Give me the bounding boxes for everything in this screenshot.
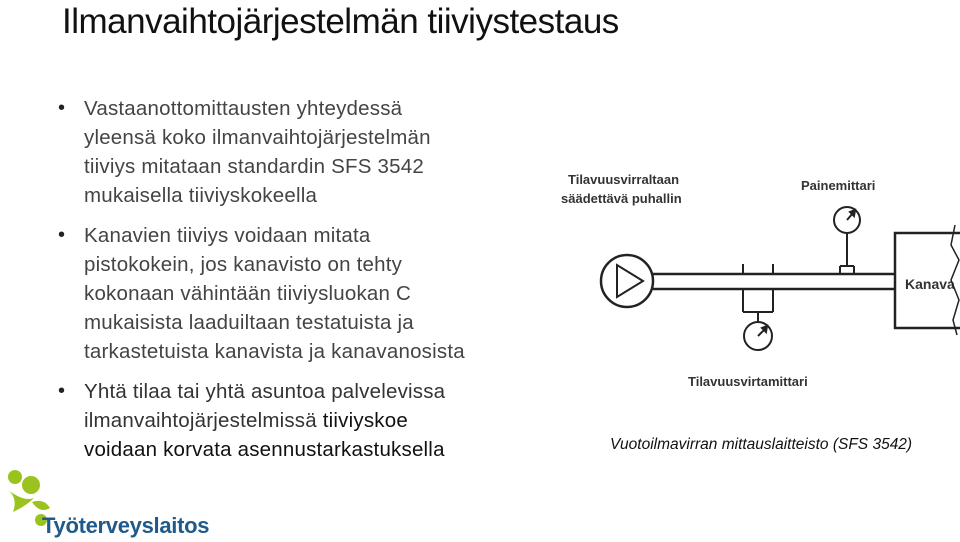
orifice-icon [743,264,773,322]
bullet-item [58,94,538,210]
bullet-text [84,377,445,464]
bullet-list [58,94,538,475]
slide-title: Ilmanvaihtojärjestelmän tiiviystestaus [62,2,619,41]
bullet-line: tiiviys mitataan standardin SFS 3542 [84,155,424,178]
bullet-line: Yhtä tilaa tai yhtä asuntoa palvelevissa [84,380,446,403]
measurement-diagram [555,160,960,400]
bullet-item [58,377,538,464]
bullet-line-start: ilmanvaihtojärjestelmissä [84,409,323,432]
bullet-line: kokonaan vähintään tiiviysluokan C [84,282,412,305]
pressure-gauge-icon [834,207,860,274]
bullet-line: yleensä koko ilmanvaihtojärjestelmän [84,126,431,149]
bullet-line: Kanavien tiiviys voidaan mitata [84,224,371,247]
bullet-line [84,406,445,435]
fan-label: säädettävä puhallin [561,191,682,206]
flow-meter-label: Tilavuusvirtamittari [688,374,808,389]
bullet-marker: • [58,380,66,402]
logo [4,468,214,542]
bullet-marker: • [58,97,66,119]
pressure-gauge-label: Painemittari [801,178,876,193]
bullet-line: Vastaanottomittausten yhteydessä [84,97,403,120]
bullet-line: pistokokein, jos kanavisto on tehty [84,253,403,276]
pipe-icon [653,274,895,289]
bullet-text [84,221,465,366]
bullet-line: mukaisella tiiviyskokeella [84,184,318,207]
bullet-item [58,221,538,366]
duct-label: Kanava [905,276,955,292]
emphasis-text: tiiviyskoe [322,409,408,432]
bullet-line: voidaan korvata asennustarkastuksella [84,438,445,461]
flow-meter-gauge-icon [744,322,772,350]
bullet-text [84,94,431,210]
fan-label: Tilavuusvirraltaan [568,172,680,187]
fan-icon [601,255,653,307]
bullet-marker: • [58,224,66,246]
logo-text: Työterveyslaitos [42,513,210,538]
diagram-caption: Vuotoilmavirran mittauslaitteisto (SFS 3542) [610,436,913,453]
bullet-line: mukaisista laaduiltaan testatuista ja [84,311,414,334]
bullet-line: tarkastetuista kanavista ja kanavanosista [84,340,465,363]
